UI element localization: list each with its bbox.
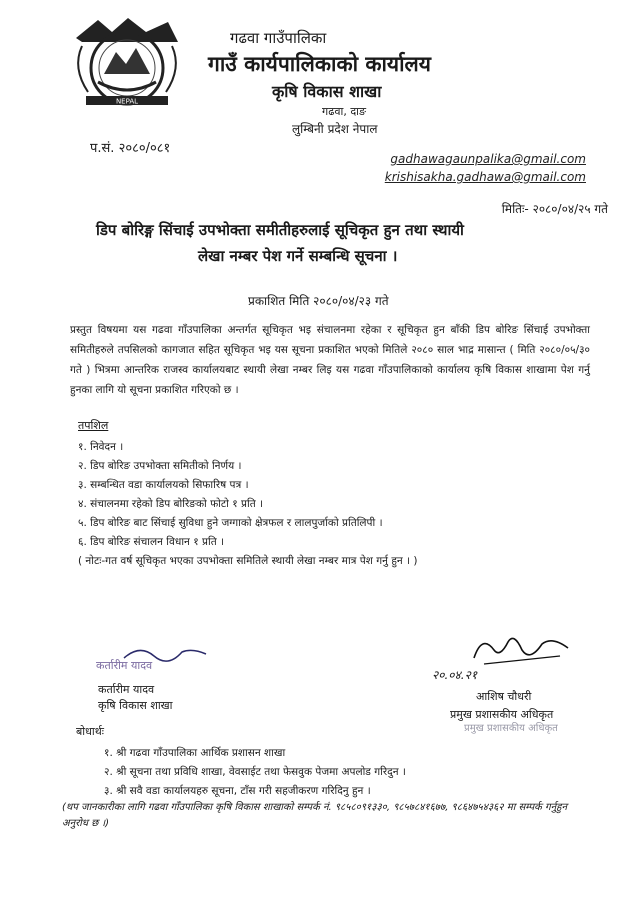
list-item: ३. सम्बन्धित वडा कार्यालयको सिफारिष पत्र । [78, 479, 249, 491]
list-item: ( नोटः-गत वर्ष सूचिकृत भएका उपभोक्ता समितिले स्थायी लेखा नम्बर मात्र पेश गर्नु हुन । ) [78, 555, 418, 567]
list-item: १. निवेदन । [78, 441, 124, 453]
subject-line-2: लेखा नम्बर पेश गर्ने सम्बन्धि सूचना । [198, 247, 398, 265]
tapsil-list [78, 438, 417, 571]
right-signature-date: २०.०४.२१ [432, 668, 478, 682]
right-signatory-title: प्रमुख प्रशासकीय अधिकृत [450, 708, 554, 721]
bodharth-heading: बोधार्थः [76, 725, 104, 738]
footer-note: (थप जानकारीका लागि गढवा गाँउपालिका कृषि विकास शाखाको सम्पर्क नं. ९८५८०९१३३०, ९८५७८४१६७७, ९८६४७५४३६२ मा सम्पर्क गर्नुहुन अनुरोध छ ।) [62, 802, 568, 829]
municipality-name: गढवा गाउँपालिका [230, 29, 327, 47]
list-item: १. श्री गढवा गाँउपालिका आर्थिक प्रशासन शाखा [104, 747, 286, 759]
letter-date: मितिः- २०८०/०४/२५ गते [501, 202, 608, 216]
left-stamp: कर्तारीम यादव [96, 659, 153, 672]
right-signatory-name: आशिष चौधरी [476, 690, 532, 703]
subject-line-1: डिप बोरिङ्ग सिंचाई उपभोक्ता समीतीहरुलाई सूचिकृत हुन तथा स्थायी [96, 221, 464, 239]
list-item: ५. डिप बोरिङ बाट सिंचाई सुविधा हुने जग्गाको क्षेत्रफल र लालपुर्जाको प्रतिलिपी । [78, 517, 383, 529]
right-signature [464, 628, 574, 672]
tapsil-heading: तपशिल [78, 419, 109, 432]
list-item: २. श्री सूचना तथा प्रविधि शाखा, वेवसाईट तथा फेसवुक पेजमा अपलोड गरिदुन । [104, 766, 406, 778]
list-item: ३. श्री सवै वडा कार्यालयहरु सूचना, टाँस गरी सहजीकरण गरिदिनु हुन । [104, 785, 371, 797]
address-line: गढवा, दाङ [322, 105, 367, 118]
province-line: लुम्बिनी प्रदेश नेपाल [292, 122, 378, 136]
list-item: २. डिप बोरिङ उपभोक्ता समितीको निर्णय । [78, 460, 242, 472]
reference-number: प.सं. २०८०/०८१ [90, 141, 171, 156]
municipality-emblem [68, 12, 186, 112]
email-link-municipality[interactable]: gadhawagaunpalika@gmail.com [390, 152, 586, 166]
published-date: प्रकाशित मिति २०८०/०४/२३ गते [248, 294, 389, 308]
right-stamp: प्रमुख प्रशासकीय अधिकृत [464, 723, 558, 734]
section-title: कृषि विकास शाखा [272, 82, 382, 101]
bodharth-list [104, 744, 406, 801]
office-title: गाउँ कार्यपालिकाको कार्यालय [208, 52, 431, 76]
emblem-text: NEPAL [115, 97, 139, 106]
email-link-krishi[interactable]: krishisakha.gadhawa@gmail.com [384, 170, 586, 184]
left-signatory-office: कृषि विकास शाखा [98, 699, 173, 712]
body-paragraph: प्रस्तुत विषयमा यस गढवा गाँउपालिका अन्तर्गत सूचिकृत भइ संचालनमा रहेका र सूचिकृत हुन बाँकी डिप बोरिङ सिंचाई उपभोक्ता समितीहरुले तपसिलको कागजात सहित सूचिकृत भइ यस सूचना प्रकाशित भएको मितिले २०८० साल भाद्र मासान्त ( मिति २०८०/०५/३० गते ) भित्रमा आन्तरिक राजस्व कार्यालयबाट स्थायी लेखा नम्बर लिइ यस गढवा गाँउपालिकाको कार्यालय कृषि विकास शाखामा पेश गर्नु हुनका लागि यो सूचना प्रकाशित गरिएको छ । [70, 324, 590, 396]
list-item: ६. डिप बोरिङ संचालन विधान १ प्रति । [78, 536, 224, 548]
list-item: ४. संचालनमा रहेको डिप बोरिङको फोटो १ प्रति । [78, 498, 264, 510]
left-signatory-name: कर्तारीम यादव [98, 683, 155, 696]
